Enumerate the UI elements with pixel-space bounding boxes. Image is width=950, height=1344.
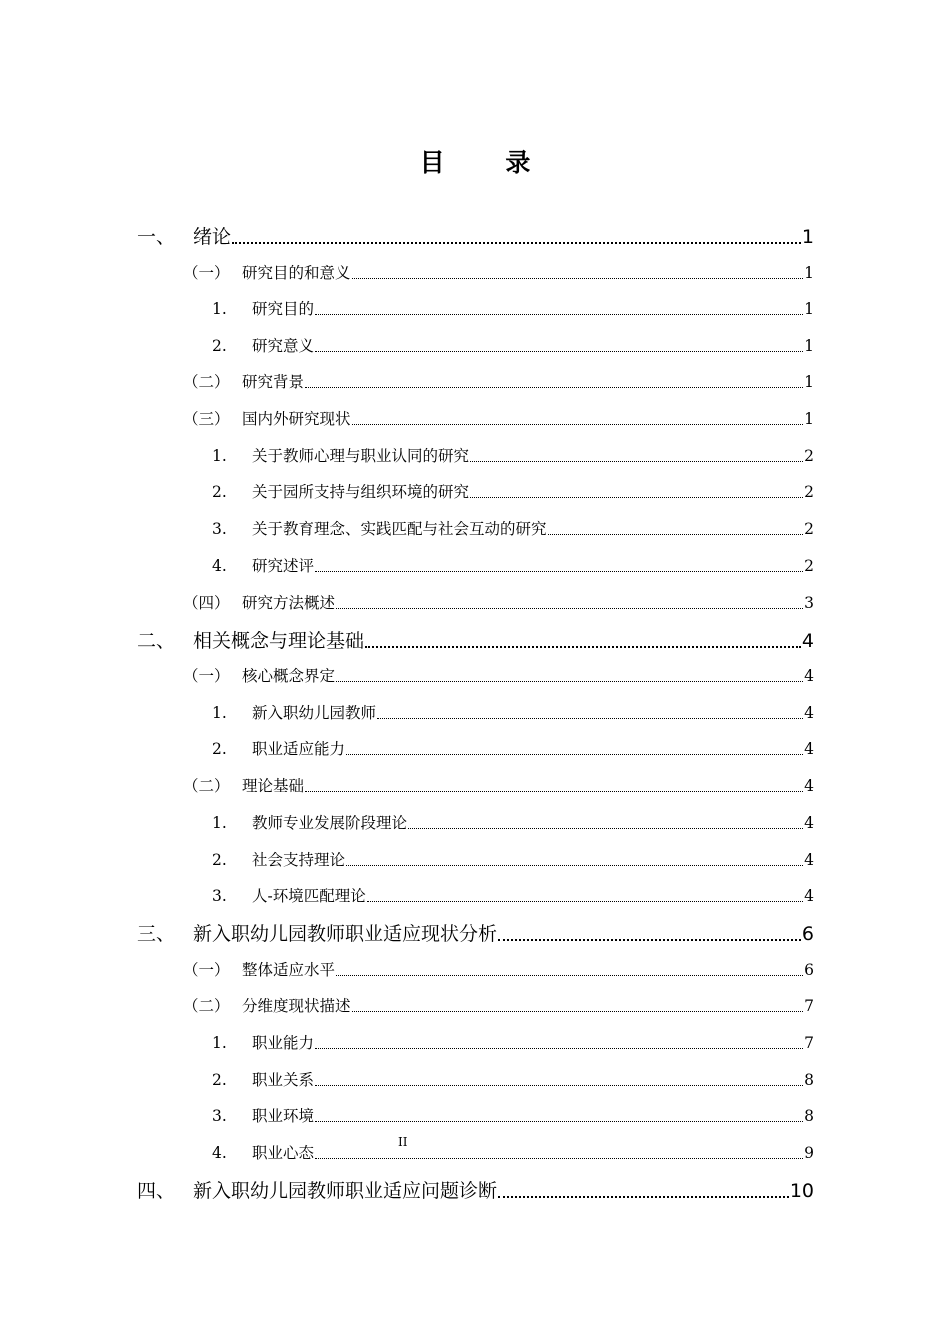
toc-entry[interactable] bbox=[183, 774, 814, 796]
toc-entry-title: 关于园所支持与组织环境的研究 bbox=[252, 483, 470, 501]
toc-entry-title: 关于教育理念、实践匹配与社会互动的研究 bbox=[252, 520, 547, 538]
toc-entry[interactable] bbox=[137, 919, 814, 946]
toc-entry[interactable] bbox=[212, 334, 814, 356]
dot-leader bbox=[548, 534, 804, 535]
toc-entry[interactable] bbox=[137, 1176, 814, 1203]
toc-entry[interactable] bbox=[212, 701, 814, 723]
toc-entry[interactable] bbox=[183, 407, 814, 429]
toc-entry-title: 职业关系 bbox=[252, 1071, 315, 1089]
toc-entry-title: 整体适应水平 bbox=[242, 961, 336, 979]
toc-entry-number: 三、 bbox=[137, 923, 176, 945]
dot-leader bbox=[498, 1196, 789, 1198]
toc-entry-page: 1 bbox=[804, 337, 814, 355]
toc-entry-number: 4. bbox=[212, 1144, 227, 1162]
page-title: 目 录 bbox=[419, 148, 557, 177]
toc-entry-number: 一、 bbox=[137, 226, 176, 248]
toc-entry-title: 新入职幼儿园教师职业适应现状分析 bbox=[193, 923, 498, 945]
dot-leader bbox=[305, 791, 803, 792]
toc-entry-title: 理论基础 bbox=[242, 777, 305, 795]
toc-entry[interactable] bbox=[183, 994, 814, 1016]
toc-entry-page: 2 bbox=[804, 520, 814, 538]
toc-entry[interactable] bbox=[212, 480, 814, 502]
toc-entry[interactable] bbox=[183, 261, 814, 283]
toc-entry-title: 教师专业发展阶段理论 bbox=[252, 814, 408, 832]
toc-entry-number: 2. bbox=[212, 337, 227, 355]
toc-entry-title: 研究目的和意义 bbox=[242, 264, 351, 282]
dot-leader bbox=[352, 424, 804, 425]
toc-entry-page: 8 bbox=[804, 1107, 814, 1125]
toc-entry-title: 研究目的 bbox=[252, 300, 315, 318]
dot-leader bbox=[315, 351, 803, 352]
toc-entry-number: （三） bbox=[183, 410, 230, 428]
toc-entry-title: 社会支持理论 bbox=[252, 851, 346, 869]
toc-entry-title: 职业能力 bbox=[252, 1034, 315, 1052]
toc-entry-page: 9 bbox=[804, 1144, 814, 1162]
toc-entry[interactable] bbox=[212, 1141, 814, 1163]
toc-entry-title: 人-环境匹配理论 bbox=[252, 887, 366, 905]
toc-entry-page: 1 bbox=[801, 226, 814, 248]
toc-entry[interactable] bbox=[183, 958, 814, 980]
toc-entry[interactable] bbox=[212, 848, 814, 870]
toc-entry[interactable] bbox=[212, 811, 814, 833]
toc-entry[interactable] bbox=[183, 591, 814, 613]
toc-entry-number: 1. bbox=[212, 447, 227, 465]
toc-entry[interactable] bbox=[212, 444, 814, 466]
toc-entry-page: 7 bbox=[804, 1034, 814, 1052]
toc-entry-title: 研究意义 bbox=[252, 337, 315, 355]
toc-entry-page: 4 bbox=[804, 777, 814, 795]
toc-entry-number: 四、 bbox=[137, 1180, 176, 1202]
dot-leader bbox=[315, 1085, 803, 1086]
toc-entry[interactable] bbox=[137, 222, 814, 249]
toc-entry-page: 1 bbox=[804, 300, 814, 318]
dot-leader bbox=[352, 1011, 804, 1012]
toc-entry-page: 4 bbox=[804, 814, 814, 832]
toc-entry-number: 2. bbox=[212, 1071, 227, 1089]
toc-entry-number: 4. bbox=[212, 557, 227, 575]
dot-leader bbox=[346, 754, 803, 755]
toc-entry-page: 10 bbox=[789, 1180, 814, 1202]
toc-entry-page: 6 bbox=[804, 961, 814, 979]
toc-entry-number: （二） bbox=[183, 777, 230, 795]
dot-leader bbox=[232, 242, 801, 244]
toc-entry-number: （一） bbox=[183, 961, 230, 979]
toc-entry-title: 绪论 bbox=[193, 226, 232, 248]
toc-entry-number: 1. bbox=[212, 1034, 227, 1052]
toc-entry-page: 8 bbox=[804, 1071, 814, 1089]
toc-entry-number: 1. bbox=[212, 300, 227, 318]
toc-entry-page: 4 bbox=[804, 667, 814, 685]
toc-entry-number: （一） bbox=[183, 667, 230, 685]
toc-entry-page: 2 bbox=[804, 557, 814, 575]
toc-entry[interactable] bbox=[212, 1031, 814, 1053]
toc-entry[interactable] bbox=[137, 626, 814, 653]
toc-entry[interactable] bbox=[183, 664, 814, 686]
toc-entry-title: 新入职幼儿园教师 bbox=[252, 704, 377, 722]
toc-entry-number: 二、 bbox=[137, 630, 176, 652]
toc-entry-number: （一） bbox=[183, 264, 230, 282]
toc-entry-page: 4 bbox=[804, 887, 814, 905]
toc-entry-title: 国内外研究现状 bbox=[242, 410, 351, 428]
toc-entry-page: 1 bbox=[804, 264, 814, 282]
toc-entry-title: 分维度现状描述 bbox=[242, 997, 351, 1015]
toc-entry-page: 3 bbox=[804, 594, 814, 612]
dot-leader bbox=[498, 939, 801, 941]
toc-entry-title: 关于教师心理与职业认同的研究 bbox=[252, 447, 470, 465]
toc-entry[interactable] bbox=[183, 370, 814, 392]
toc-entry[interactable] bbox=[212, 1104, 814, 1126]
toc-entry-number: （二） bbox=[183, 997, 230, 1015]
toc-entry-number: （二） bbox=[183, 373, 230, 391]
toc-entry-title: 核心概念界定 bbox=[242, 667, 336, 685]
toc-entry[interactable] bbox=[212, 737, 814, 759]
dot-leader bbox=[470, 497, 803, 498]
toc-entry-title: 职业心态 bbox=[252, 1144, 315, 1162]
toc-entry-number: 1. bbox=[212, 704, 227, 722]
dot-leader bbox=[315, 571, 803, 572]
dot-leader bbox=[367, 901, 803, 902]
dot-leader bbox=[336, 975, 803, 976]
toc-entry-number: 3. bbox=[212, 887, 227, 905]
toc-entry-page: 7 bbox=[804, 997, 814, 1015]
toc-entry-page: 4 bbox=[804, 851, 814, 869]
toc-entry-number: 3. bbox=[212, 1107, 227, 1125]
toc-entry-number: （四） bbox=[183, 594, 230, 612]
toc-entry-number: 1. bbox=[212, 814, 227, 832]
dot-leader bbox=[365, 646, 801, 648]
toc-entry-title: 研究方法概述 bbox=[242, 594, 336, 612]
toc-entry-title: 相关概念与理论基础 bbox=[193, 630, 365, 652]
toc-entry-page: 6 bbox=[801, 923, 814, 945]
dot-leader bbox=[315, 1048, 803, 1049]
dot-leader bbox=[336, 608, 803, 609]
page-number: II bbox=[398, 1135, 408, 1149]
dot-leader bbox=[377, 718, 803, 719]
dot-leader bbox=[315, 1158, 803, 1159]
toc-entry-page: 1 bbox=[804, 373, 814, 391]
toc-entry-number: 2. bbox=[212, 851, 227, 869]
dot-leader bbox=[336, 681, 803, 682]
toc-entry-page: 4 bbox=[801, 630, 814, 652]
toc-entry-page: 4 bbox=[804, 740, 814, 758]
toc-entry-title: 研究述评 bbox=[252, 557, 315, 575]
toc-entry-number: 3. bbox=[212, 520, 227, 538]
toc-entry[interactable] bbox=[212, 884, 814, 906]
dot-leader bbox=[352, 278, 804, 279]
toc-entry-title: 新入职幼儿园教师职业适应问题诊断 bbox=[193, 1180, 498, 1202]
toc-entry[interactable] bbox=[212, 1068, 814, 1090]
toc-entry-page: 2 bbox=[804, 447, 814, 465]
toc-entry[interactable] bbox=[212, 554, 814, 576]
toc-entry-title: 职业适应能力 bbox=[252, 740, 346, 758]
toc-entry-page: 2 bbox=[804, 483, 814, 501]
dot-leader bbox=[346, 865, 803, 866]
toc-entry[interactable] bbox=[212, 297, 814, 319]
toc-entry-title: 研究背景 bbox=[242, 373, 305, 391]
toc-entry-title: 职业环境 bbox=[252, 1107, 315, 1125]
toc-entry[interactable] bbox=[212, 517, 814, 539]
dot-leader bbox=[315, 314, 803, 315]
toc-entry-page: 4 bbox=[804, 704, 814, 722]
toc-entry-number: 2. bbox=[212, 740, 227, 758]
dot-leader bbox=[408, 828, 803, 829]
dot-leader bbox=[315, 1121, 803, 1122]
dot-leader bbox=[470, 461, 803, 462]
toc-entry-number: 2. bbox=[212, 483, 227, 501]
dot-leader bbox=[305, 387, 803, 388]
toc-entry-page: 1 bbox=[804, 410, 814, 428]
